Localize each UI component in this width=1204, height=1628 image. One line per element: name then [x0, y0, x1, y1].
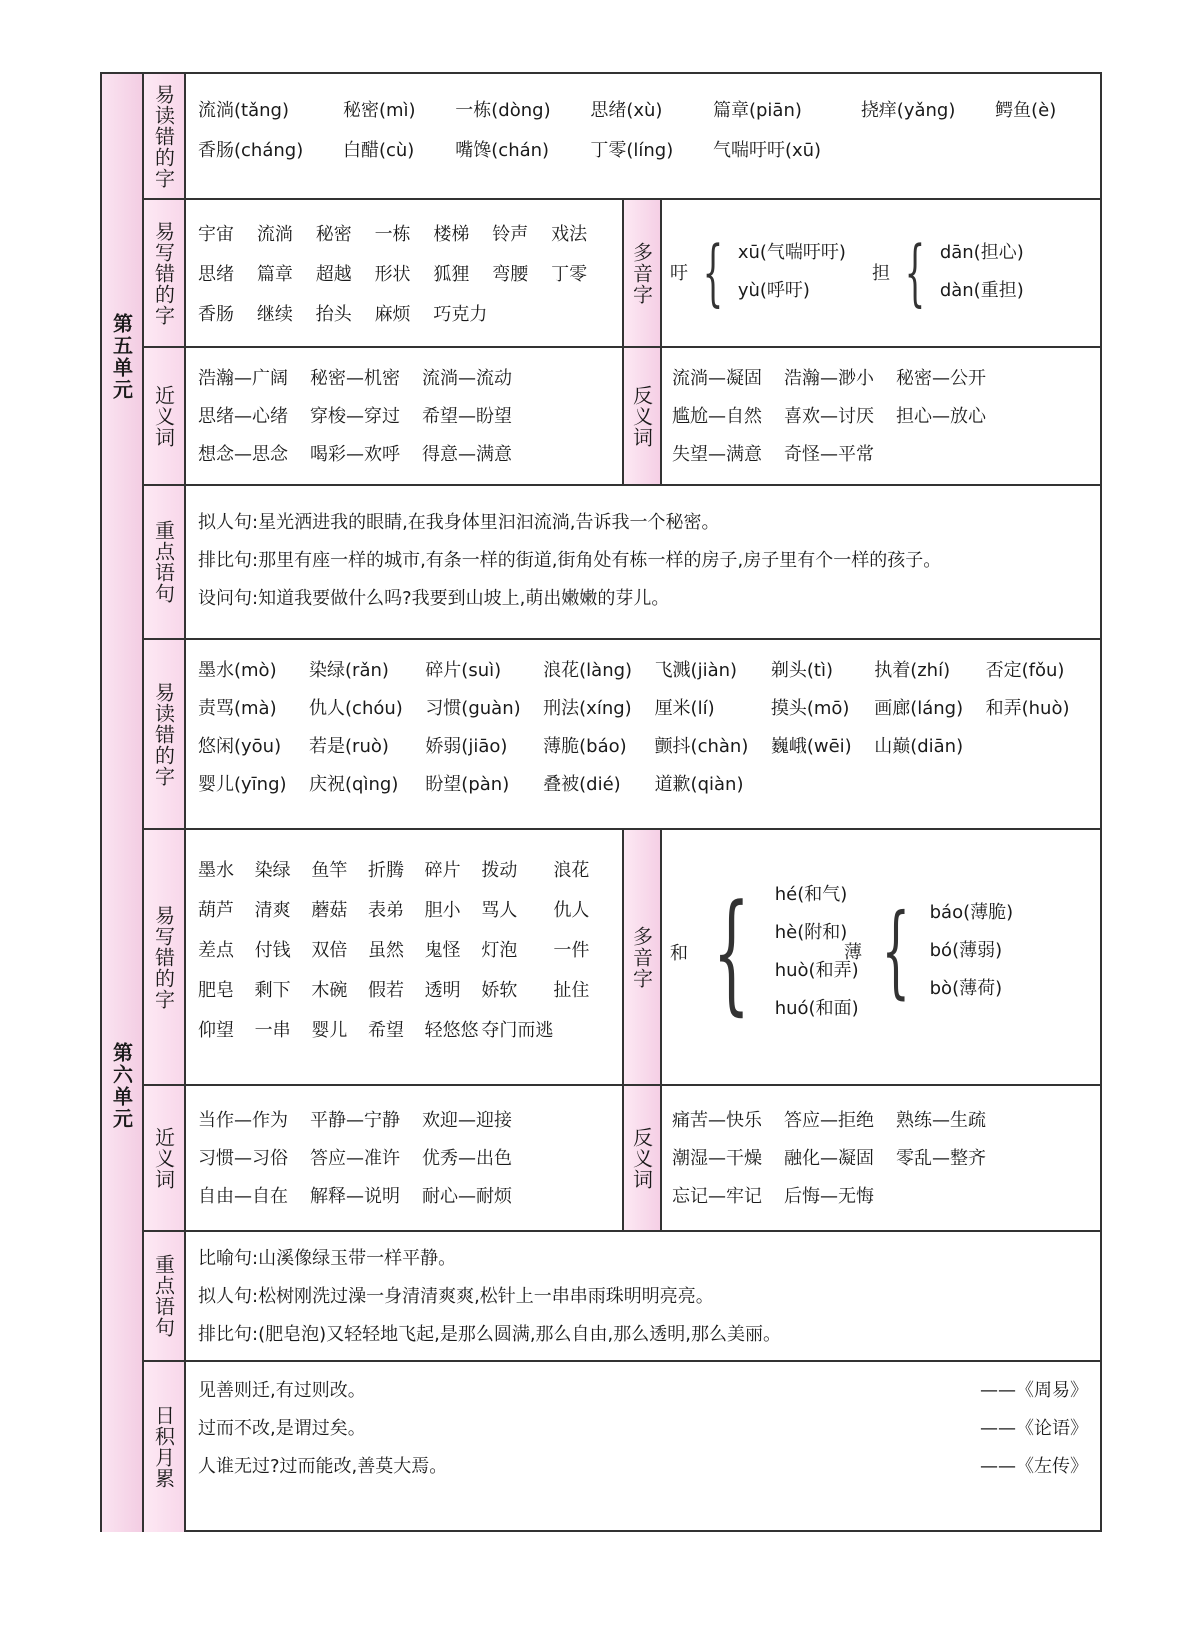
word-pair: 喝彩—欢呼	[310, 444, 400, 465]
brace-icon: {	[881, 892, 911, 1009]
word-pair-row	[672, 1102, 1090, 1140]
word-cell: 染绿(rǎn)	[309, 660, 389, 681]
quote-source: ——《周易》	[980, 1380, 1088, 1401]
unit5-title: 第五单元	[109, 313, 134, 401]
word-cell: 仰望	[198, 1020, 234, 1041]
word-pair: 零乱—整齐	[896, 1148, 986, 1169]
word-cell: 超越	[315, 264, 352, 285]
unit5-read-category: 易读错的字	[144, 74, 186, 200]
word-cell	[986, 732, 1088, 758]
word-cell: 墨水	[198, 860, 234, 881]
quote-source: ——《左传》	[980, 1456, 1088, 1477]
word-cell	[874, 770, 981, 796]
word-cell: 悠闲(yōu)	[198, 736, 282, 757]
unit5-ant-section	[662, 348, 1100, 486]
word-cell: 抬头	[315, 304, 352, 325]
word-cell: 习惯(guàn)	[425, 698, 521, 719]
word-cell	[553, 1016, 610, 1042]
word-cell: 执着(zhí)	[874, 660, 951, 681]
unit5-write-category: 易写错的字	[144, 200, 186, 348]
word-cell: 香肠	[198, 304, 234, 325]
word-cell: 清爽	[254, 900, 291, 921]
word-cell: 道歉(qiàn)	[654, 774, 744, 795]
word-cell: 娇软	[481, 980, 518, 1001]
word-pair: 得意—满意	[422, 444, 512, 465]
unit5-key-sentence: 排比句:那里有座一样的城市,有条一样的街道,街角处有栋一样的房子,房子里有个一样的孩子。	[198, 550, 942, 571]
word-pair: 自由—自在	[198, 1186, 288, 1207]
word-pair: 流淌—流动	[422, 368, 512, 389]
word-cell: 假若	[368, 980, 404, 1001]
word-pair-row	[198, 1102, 610, 1140]
word-cell	[492, 300, 551, 326]
word-cell: 铃声	[492, 224, 529, 245]
brace-icon: {	[712, 876, 750, 1028]
word-pair: 融化—凝固	[784, 1148, 874, 1169]
word-cell: 差点	[198, 940, 234, 961]
word-cell: 刑法(xíng)	[543, 698, 632, 719]
word-cell: 婴儿(yīng)	[198, 774, 287, 795]
word-cell: 责骂(mà)	[198, 698, 277, 719]
word-pair: 喜欢—讨厌	[784, 406, 874, 427]
word-cell	[995, 136, 1088, 162]
unit5-poly-category: 多音字	[622, 200, 662, 348]
word-cell: 墨水(mò)	[198, 660, 277, 681]
word-pair: 想念—思念	[198, 444, 288, 465]
word-cell	[861, 136, 987, 162]
word-pair-row	[672, 398, 1090, 436]
word-cell: 巧克力	[433, 304, 488, 325]
word-pair: 优秀—出色	[422, 1148, 512, 1169]
word-pair-row	[198, 398, 610, 436]
word-cell: 秘密	[315, 224, 352, 245]
word-pair: 平静—宁静	[310, 1110, 400, 1131]
word-cell: 希望	[368, 1020, 404, 1041]
unit5-syn-category: 近义词	[144, 348, 186, 486]
word-pair: 思绪—心绪	[198, 406, 288, 427]
word-cell: 一栋	[374, 224, 411, 245]
word-pair: 答应—拒绝	[784, 1110, 874, 1131]
word-pair: 浩瀚—广阔	[198, 368, 288, 389]
word-pair: 潮湿—干燥	[672, 1148, 762, 1169]
word-pair-row	[672, 436, 1090, 474]
word-pair: 尴尬—自然	[672, 406, 762, 427]
word-cell: 宇宙	[198, 224, 234, 245]
unit6-key-category: 重点语句	[144, 1232, 186, 1362]
word-pair: 习惯—习俗	[198, 1148, 288, 1169]
word-pair: 秘密—机密	[310, 368, 400, 389]
word-cell: 一栋(dòng)	[455, 100, 551, 121]
word-cell: 染绿	[254, 860, 291, 881]
word-cell: 折腾	[368, 860, 404, 881]
unit6-syn-section	[186, 1086, 622, 1232]
unit5-poly-dan: 担 { dān(担心) dàn(重担)	[872, 230, 1024, 314]
word-pair: 流淌—凝固	[672, 368, 762, 389]
word-pair: 欢迎—迎接	[422, 1110, 512, 1131]
word-cell: 双倍	[311, 940, 348, 961]
word-cell: 流淌	[256, 224, 293, 245]
word-cell: 剃头(tì)	[770, 660, 833, 681]
word-cell: 若是(ruò)	[309, 736, 389, 757]
word-pair: 解释—说明	[310, 1186, 400, 1207]
word-cell: 狐狸	[433, 264, 470, 285]
unit5-column	[102, 74, 144, 640]
word-pair: 痛苦—快乐	[672, 1110, 762, 1131]
word-cell: 扯住	[553, 980, 590, 1001]
word-cell: 木碗	[311, 980, 348, 1001]
word-cell: 戏法	[551, 224, 588, 245]
unit6-title: 第六单元	[109, 1042, 134, 1130]
unit6-write-section	[186, 830, 622, 1086]
word-cell: 浪花	[553, 860, 590, 881]
word-cell: 付钱	[254, 940, 291, 961]
word-pair-row	[672, 360, 1090, 398]
word-pair-row	[198, 436, 610, 474]
word-cell: 丁零(líng)	[590, 140, 674, 161]
word-cell	[551, 300, 610, 326]
unit5-ant-category: 反义词	[622, 348, 662, 486]
word-cell: 弯腰	[492, 264, 529, 285]
unit6-daily-category: 日积月累	[144, 1362, 186, 1532]
word-cell: 香肠(cháng)	[198, 140, 304, 161]
daily-quote: 人谁无过?过而能改,善莫大焉。 ——《左传》	[198, 1448, 1088, 1486]
unit6-key-sentence: 排比句:(肥皂泡)又轻轻地飞起,是那么圆满,那么自由,那么透明,那么美丽。	[198, 1324, 781, 1345]
word-cell: 骂人	[481, 900, 518, 921]
unit5-key-sentence: 设问句:知道我要做什么吗?我要到山坡上,萌出嫩嫩的芽儿。	[198, 588, 670, 609]
word-cell: 鬼怪	[424, 940, 461, 961]
word-cell: 蘑菇	[311, 900, 348, 921]
word-cell: 篇章(piān)	[712, 100, 802, 121]
word-pair: 后悔—无悔	[784, 1186, 874, 1207]
word-cell: 丁零	[551, 264, 588, 285]
word-pair-row	[672, 1140, 1090, 1178]
unit6-write-category: 易写错的字	[144, 830, 186, 1086]
word-cell: 一串	[254, 1020, 291, 1041]
word-cell: 思绪	[198, 264, 234, 285]
word-cell: 胆小	[424, 900, 461, 921]
word-cell: 葫芦	[198, 900, 234, 921]
word-cell: 灯泡	[481, 940, 518, 961]
word-cell: 颤抖(chàn)	[654, 736, 749, 757]
word-cell: 表弟	[368, 900, 404, 921]
unit6-syn-category: 近义词	[144, 1086, 186, 1232]
word-cell: 白醋(cù)	[342, 140, 415, 161]
unit6-syn-list	[198, 1102, 610, 1216]
word-cell: 楼梯	[433, 224, 470, 245]
unit5-poly-section	[662, 200, 1100, 348]
word-cell: 庆祝(qìng)	[309, 774, 399, 795]
word-cell: 气喘吁吁(xū)	[712, 140, 822, 161]
word-pair: 熟练—生疏	[896, 1110, 986, 1131]
word-pair: 忘记—牢记	[672, 1186, 762, 1207]
unit6-key-section	[186, 1232, 1100, 1362]
quote-source: ——《论语》	[980, 1418, 1088, 1439]
word-cell: 嘴馋(chán)	[455, 140, 550, 161]
word-cell: 画廊(láng)	[874, 698, 964, 719]
word-pair-row	[198, 360, 610, 398]
word-cell: 肥皂	[198, 980, 234, 1001]
word-cell: 盼望(pàn)	[425, 774, 510, 795]
word-pair: 穿梭—穿过	[310, 406, 400, 427]
word-cell: 鱼竿	[311, 860, 348, 881]
word-pair: 奇怪—平常	[784, 444, 874, 465]
word-cell: 碎片	[424, 860, 461, 881]
unit5-syn-list	[198, 360, 610, 474]
unit6-ant-section	[662, 1086, 1100, 1232]
word-cell: 夺门而逃	[481, 1020, 554, 1041]
word-cell: 巍峨(wēi)	[770, 736, 852, 757]
unit6-read-grid	[198, 656, 1088, 796]
unit6-key-sentence: 拟人句:松树刚洗过澡一身清清爽爽,松针上一串串雨珠明明亮亮。	[198, 1286, 714, 1307]
unit5-read-grid	[198, 96, 1088, 162]
word-cell: 秘密(mì)	[342, 100, 416, 121]
word-cell: 虽然	[368, 940, 404, 961]
word-cell: 山巅(diān)	[874, 736, 964, 757]
word-cell: 碎片(suì)	[425, 660, 502, 681]
word-cell: 思绪(xù)	[590, 100, 663, 121]
unit6-column	[102, 640, 144, 1532]
unit6-write-grid	[198, 856, 610, 1042]
daily-quote: 过而不改,是谓过矣。 ——《论语》	[198, 1410, 1088, 1448]
unit6-ant-category: 反义词	[622, 1086, 662, 1232]
unit6-daily-section	[186, 1362, 1100, 1532]
unit6-poly-category: 多音字	[622, 830, 662, 1086]
word-cell: 轻悠悠	[424, 1020, 479, 1041]
word-cell: 浪花(làng)	[543, 660, 633, 681]
daily-quote: 见善则迁,有过则改。 ——《周易》	[198, 1372, 1088, 1410]
unit5-syn-section	[186, 348, 622, 486]
word-cell: 形状	[374, 264, 411, 285]
word-pair: 耐心—耐烦	[422, 1186, 512, 1207]
word-cell	[771, 770, 870, 796]
word-pair-row	[198, 1178, 610, 1216]
unit5-poly-xu: 吁 { xū(气喘吁吁) yù(呼吁)	[670, 230, 846, 314]
word-cell: 一件	[553, 940, 590, 961]
word-pair: 秘密—公开	[896, 368, 986, 389]
word-cell: 和弄(huò)	[985, 698, 1070, 719]
word-cell: 鳄鱼(è)	[995, 100, 1057, 121]
word-cell: 婴儿	[311, 1020, 348, 1041]
word-cell: 厘米(lí)	[654, 698, 715, 719]
unit5-write-grid	[198, 220, 610, 326]
unit6-key-sentence: 比喻句:山溪像绿玉带一样平静。	[198, 1248, 457, 1269]
unit5-write-section	[186, 200, 622, 348]
unit5-read-section	[186, 74, 1100, 200]
word-cell: 飞溅(jiàn)	[654, 660, 738, 681]
unit6-poly-bao: 薄 { báo(薄脆) bó(薄弱) bò(薄荷)	[844, 892, 1014, 1009]
word-pair: 担心—放心	[896, 406, 986, 427]
word-cell: 仇人	[553, 900, 590, 921]
unit5-key-category: 重点语句	[144, 486, 186, 640]
word-cell: 篇章	[256, 264, 293, 285]
word-cell: 拨动	[481, 860, 518, 881]
unit6-poly-he: 和 { hé(和气) hè(附和) huò(和弄) huó(和面)	[670, 876, 859, 1028]
word-cell: 透明	[424, 980, 461, 1001]
unit5-key-sentence: 拟人句:星光洒进我的眼睛,在我身体里汩汩流淌,告诉我一个秘密。	[198, 512, 720, 533]
word-cell: 娇弱(jiāo)	[425, 736, 508, 757]
word-pair-row	[198, 1140, 610, 1178]
summary-sheet	[100, 72, 1102, 1532]
word-pair: 希望—盼望	[422, 406, 512, 427]
word-cell: 薄脆(báo)	[543, 736, 627, 757]
word-pair: 当作—作为	[198, 1110, 288, 1131]
brace-icon: {	[702, 230, 724, 314]
unit6-ant-list	[672, 1102, 1090, 1216]
word-cell: 继续	[256, 304, 293, 325]
word-pair: 浩瀚—渺小	[784, 368, 874, 389]
word-cell: 仇人(chóu)	[309, 698, 403, 719]
word-cell: 流淌(tǎng)	[198, 100, 289, 121]
brace-icon: {	[904, 230, 926, 314]
word-cell: 叠被(dié)	[543, 774, 621, 795]
word-pair: 答应—准许	[310, 1148, 400, 1169]
word-cell: 剩下	[254, 980, 291, 1001]
word-cell: 挠痒(yǎng)	[860, 100, 956, 121]
word-pair: 失望—满意	[672, 444, 762, 465]
unit5-key-section	[186, 486, 1100, 640]
word-pair-row	[672, 1178, 1090, 1216]
word-cell: 摸头(mō)	[770, 698, 850, 719]
word-cell: 麻烦	[374, 304, 411, 325]
word-cell	[986, 770, 1088, 796]
unit5-ant-list	[672, 360, 1090, 474]
unit6-read-category: 易读错的字	[144, 640, 186, 830]
unit6-poly-section	[662, 830, 1100, 1086]
unit6-read-section	[186, 640, 1100, 830]
word-cell: 否定(fǒu)	[985, 660, 1065, 681]
